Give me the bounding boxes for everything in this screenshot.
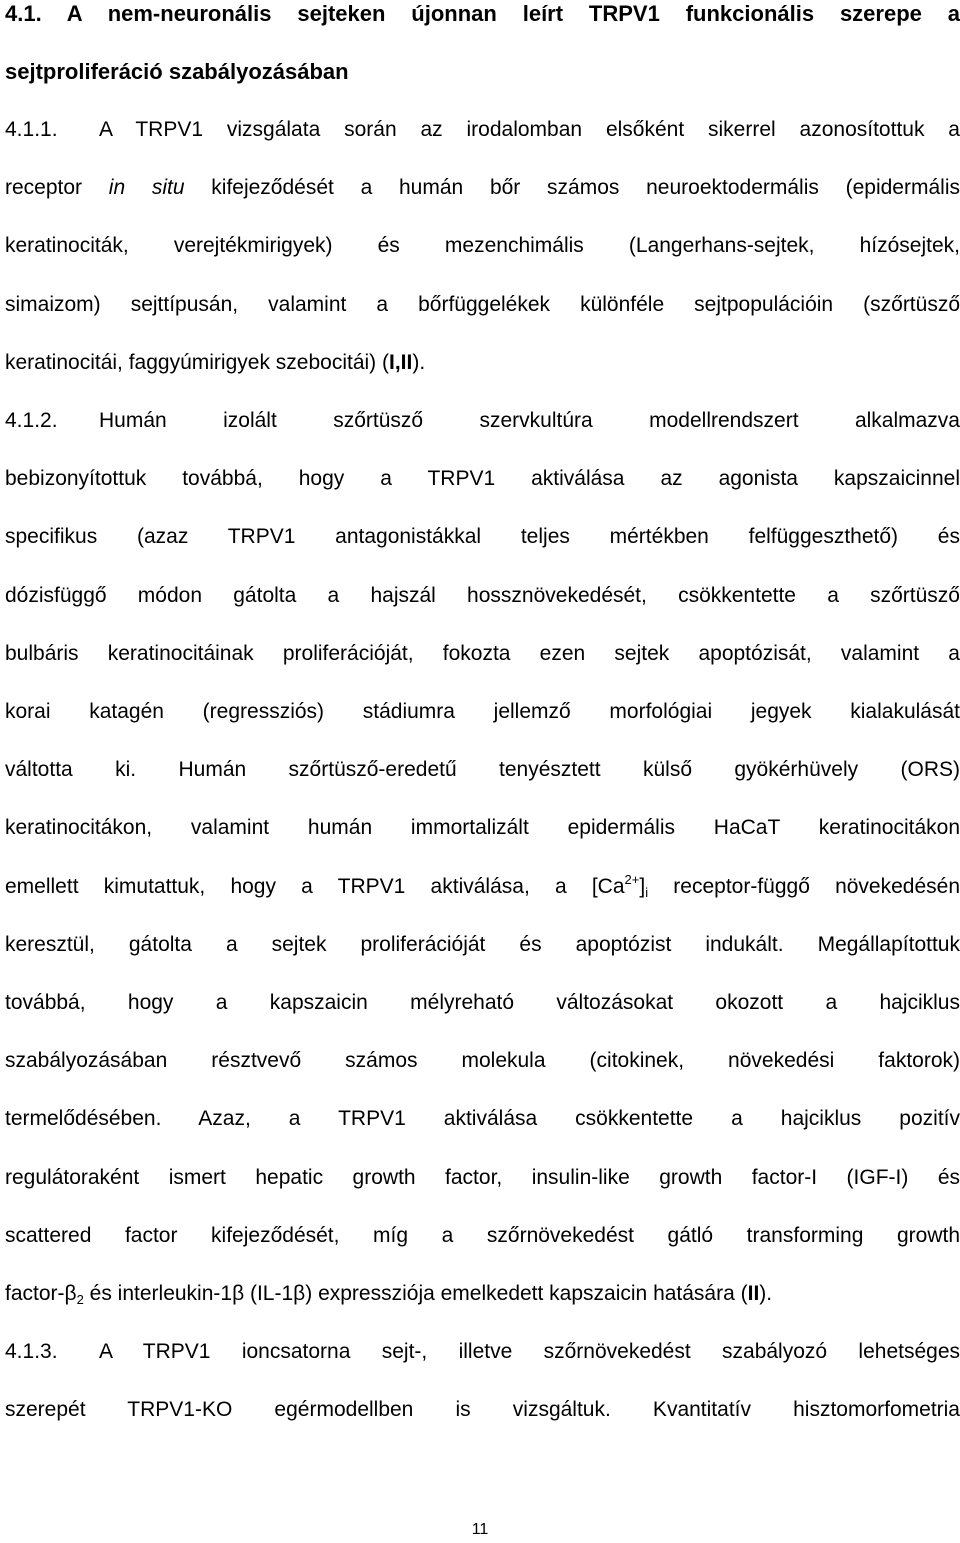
heading-line-2: sejtproliferáció szabályozásában <box>5 59 349 84</box>
text-line: dózisfüggő módon gátolta a hajszál hossznövekedését, csökkentette a szőrtüsző <box>5 583 960 607</box>
text-line: bebizonyítottuk továbbá, hogy a TRPV1 aktiválása az agonista kapszaicinnel <box>5 467 960 491</box>
text-line: keratinociták, verejtékmirigyek) és mezenchimális (Langerhans-sejtek, hízósejtek, <box>5 234 960 258</box>
text-line: váltotta ki. Humán szőrtüsző-eredetű tenyésztett külső gyökérhüvely (ORS) <box>5 758 960 782</box>
reference-bold: I,II <box>389 350 413 374</box>
text-line: továbbá, hogy a kapszaicin mélyreható változásokat okozott a hajciklus <box>5 991 960 1015</box>
italic-term: in situ <box>108 176 185 200</box>
text-line: scattered factor kifejeződését, míg a szőrnövekedést gátló transforming growth <box>5 1223 960 1247</box>
text-line: szabályozásában résztvevő számos molekula (citokinek, növekedési faktorok) <box>5 1049 960 1073</box>
subscript: 2 <box>76 1292 84 1308</box>
reference-bold: II <box>747 1282 760 1306</box>
text-line: keratinocitákon, valamint humán immortalizált epidermális HaCaT keratinocitákon <box>5 816 960 840</box>
section-number: 4.1.1. <box>5 118 58 141</box>
text-line: 4.1.3. A TRPV1 ioncsatorna sejt-, illetve szőrnövekedést szabályozó lehetséges <box>5 1323 960 1381</box>
section-number: 4.1.2. <box>5 409 58 433</box>
paragraph-4-1-2 <box>5 392 960 1323</box>
heading-line-1: 4.1. A nem-neuronális sejteken újonnan leírt TRPV1 funkcionális szerepe a <box>5 1 960 26</box>
text-line: 4.1.2. Humán izolált szőrtüsző szervkultúra modellrendszert alkalmazva <box>5 392 960 450</box>
text-line: emellett kimutattuk, hogy a TRPV1 aktiválása, a $[Ca^{2+}]_i$ receptor-függő növekedésén <box>5 871 960 900</box>
text-line: korai katagén (regressziós) stádiumra jellemző morfológiai jegyek kialakulását <box>5 700 960 724</box>
paragraph-4-1-3 <box>5 1323 960 1439</box>
document-page <box>5 0 960 1440</box>
paragraph-4-1-1 <box>5 101 960 392</box>
superscript: 2+ <box>624 871 640 887</box>
text-line: simaizom) sejttípusán, valamint a bőrfüggelékek különféle sejtpopulációin (szőrtüsző <box>5 292 960 316</box>
page-number: 11 <box>471 1521 489 1538</box>
text-line: termelődésében. Azaz, a TRPV1 aktiválása csökkentette a hajciklus pozitív <box>5 1107 960 1131</box>
text-line: szerepét TRPV1-KO egérmodellben is vizsgáltuk. Kvantitatív hisztomorfometria <box>5 1398 960 1422</box>
text-line: specifikus (azaz TRPV1 antagonistákkal teljes mértékben felfüggeszthető) és <box>5 525 960 549</box>
text-line: keresztül, gátolta a sejtek proliferációját és apoptózist indukált. Megállapítottuk <box>5 932 960 956</box>
section-heading <box>5 0 960 101</box>
subscript: i <box>645 884 649 900</box>
text-line: keratinocitái, faggyúmirigyek szebocitái) (I,II). <box>5 350 426 374</box>
text-line: 4.1.1. A TRPV1 vizsgálata során az irodalomban elsőként sikerrel azonosítottuk a <box>5 101 960 159</box>
text-line: bulbáris keratinocitáinak proliferációját, fokozta ezen sejtek apoptózisát, valamint a <box>5 641 960 665</box>
text-line: regulátoraként ismert hepatic growth factor, insulin-like growth factor-I (IGF-I) és <box>5 1165 960 1189</box>
text-line: factor-$\beta_2$ és interleukin-1β (IL-1β) expressziója emelkedett kapszaicin hatására (II). <box>5 1282 773 1308</box>
section-number: 4.1.3. <box>5 1340 58 1364</box>
text-line: receptor in situ kifejeződését a humán bőr számos neuroektodermális (epidermális <box>5 176 960 200</box>
